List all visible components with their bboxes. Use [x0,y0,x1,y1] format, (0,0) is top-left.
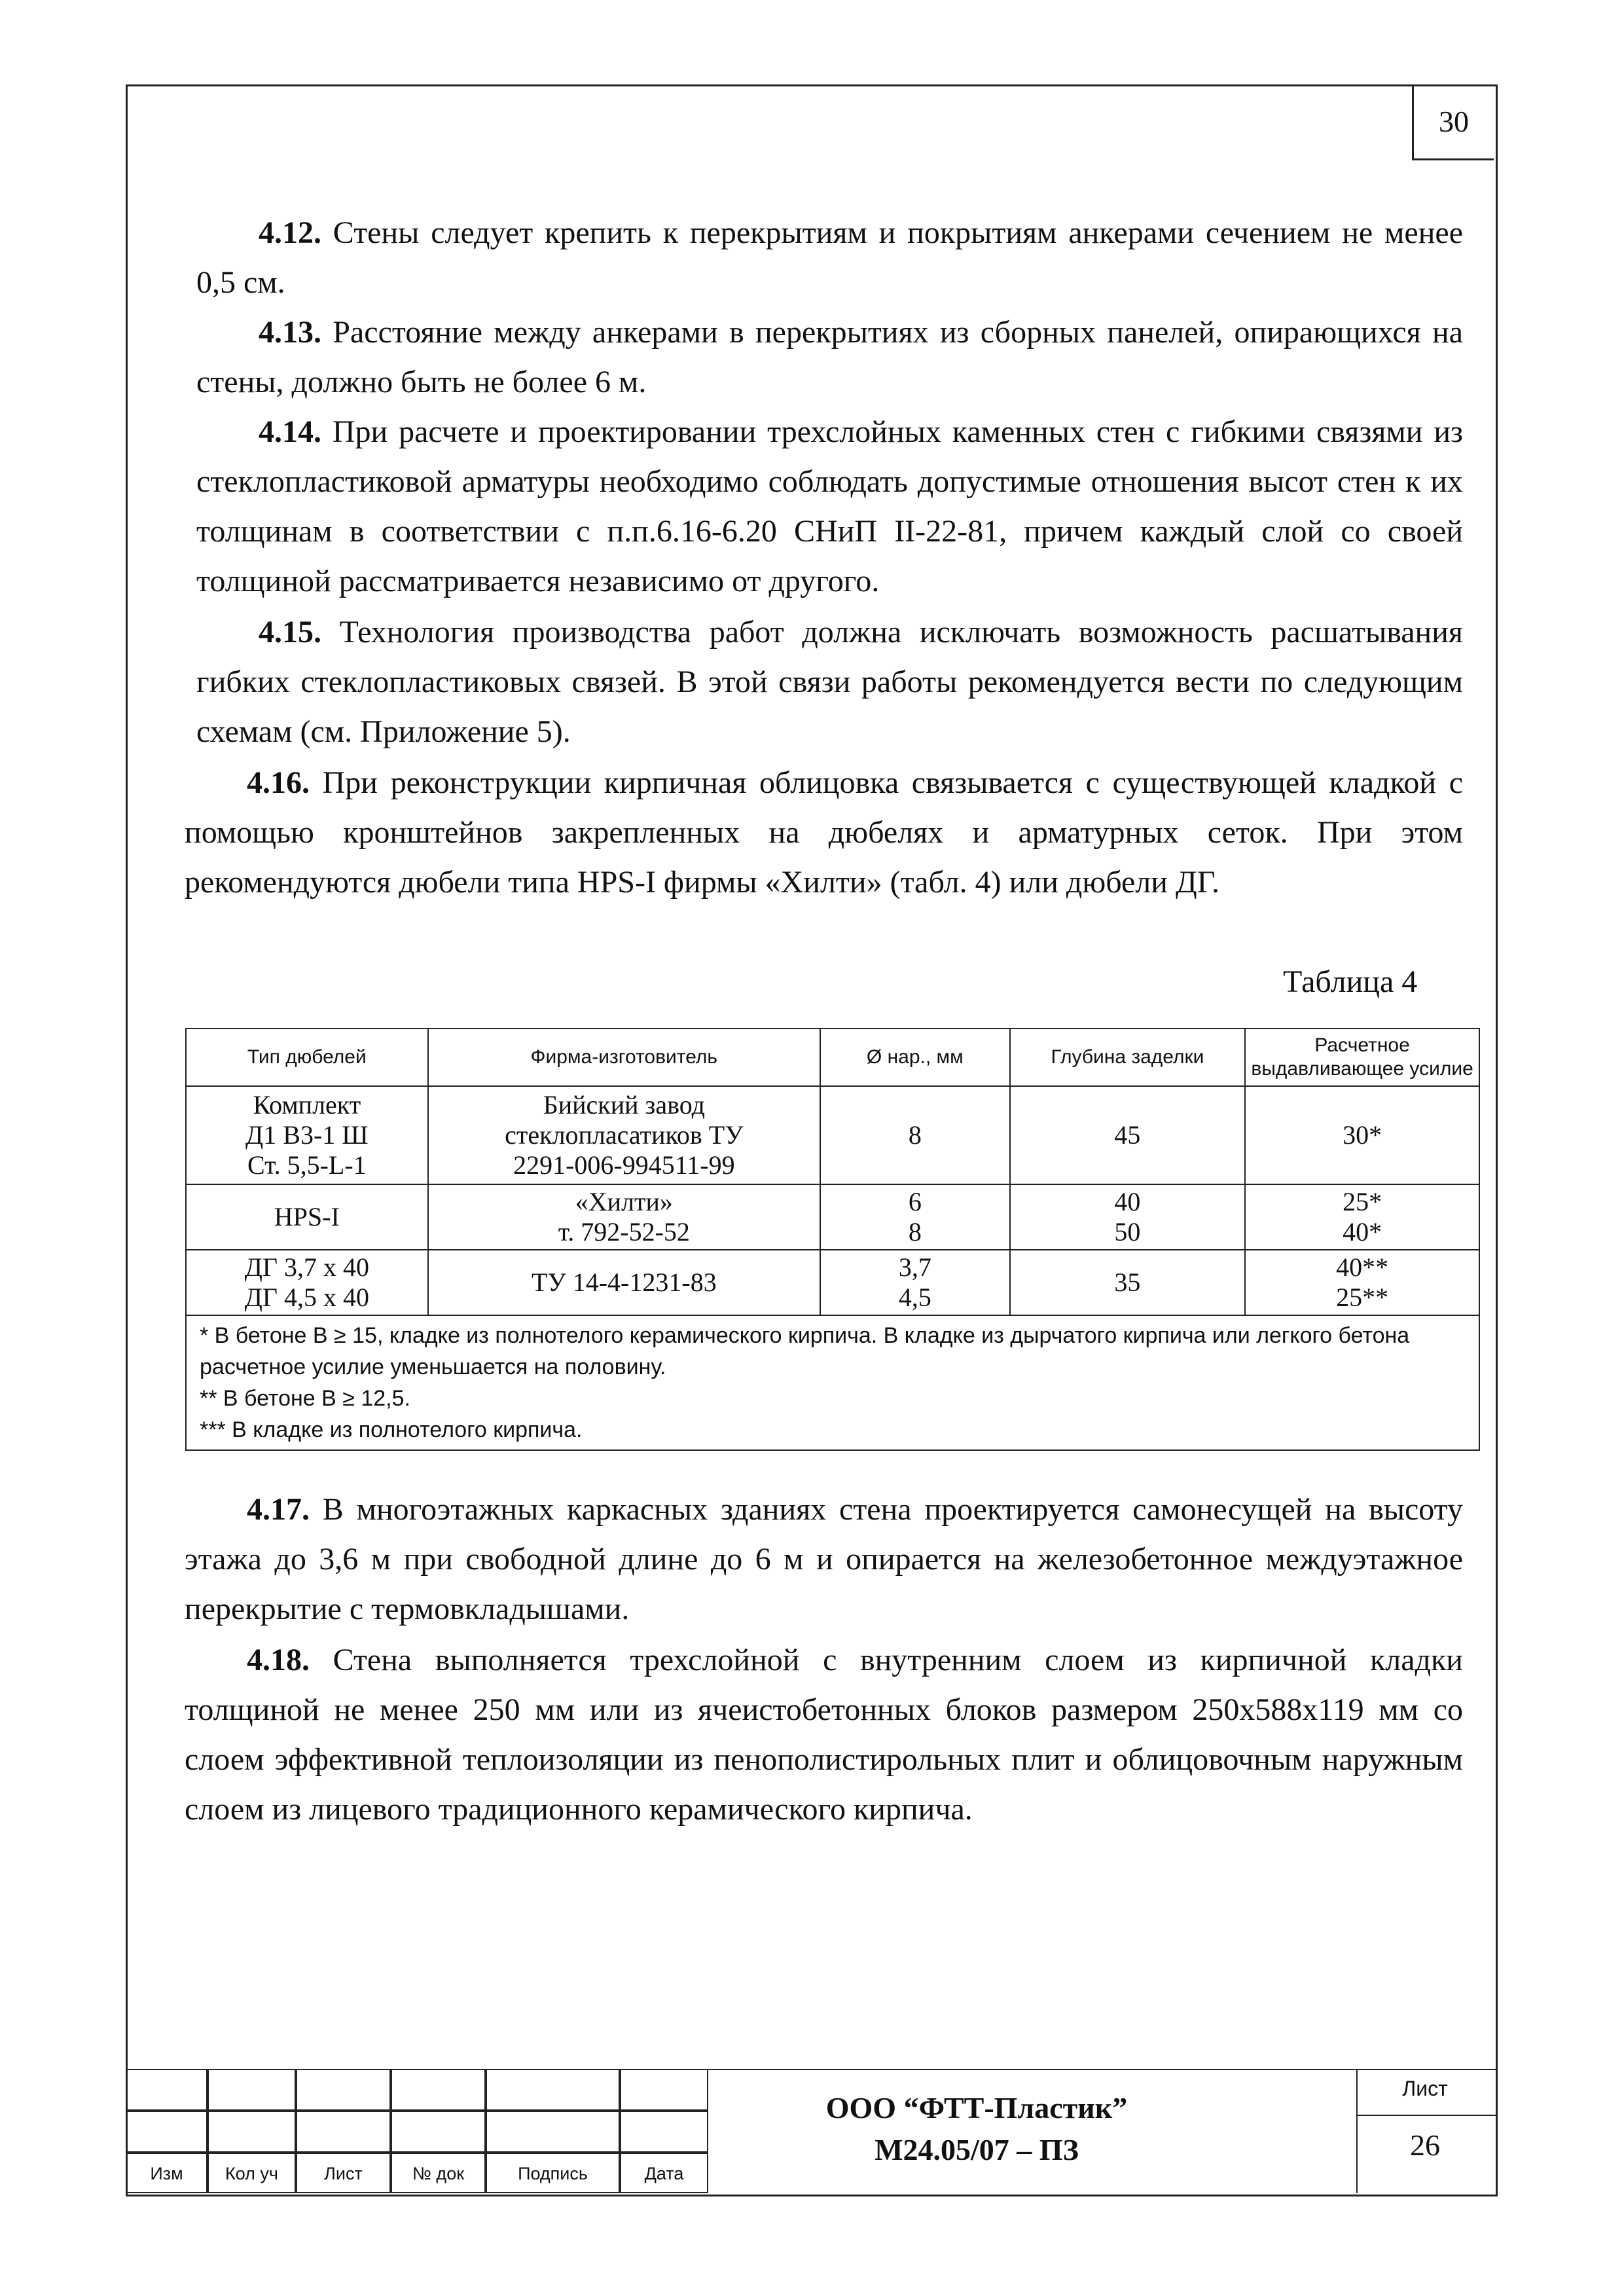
column-header: Фирма-изготовитель [428,1029,820,1086]
table-note: *** В кладке из полнотелого кирпича. [200,1417,583,1442]
paragraph-number: 4.14. [259,414,321,449]
page-number: 30 [1412,84,1494,160]
paragraph-4-14 [196,407,1463,606]
paragraph-text: В многоэтажных каркасных зданиях стена проектируется самонесущей на высоту этажа до 3,6 м при свободной длине до 6 м и опирается на железобетонное междуэтажное перекрытие с термовкладышами. [185,1492,1463,1626]
paragraph-4-12 [196,208,1463,308]
stamp-title [708,2087,1245,2171]
paragraph-number: 4.15. [259,615,321,649]
cell-type: ДГ 3,7 х 40 ДГ 4,5 х 40 [186,1250,428,1315]
stamp-label-date: Дата [644,2164,684,2183]
sheet-label: Лист [1402,2077,1448,2100]
organization-name: ООО “ФТТ-Пластик” [825,2091,1128,2124]
paragraph-number: 4.18. [247,1643,310,1677]
stamp-grid-cell [296,2069,391,2111]
sheet-number: 26 [1410,2128,1440,2162]
stamp-label-kol-uch: Кол уч [225,2164,278,2183]
paragraph-number: 4.12. [259,215,321,250]
stamp-grid-cell [620,2111,708,2153]
cell-force: 30* [1245,1086,1479,1184]
stamp-label-doc-no: № док [412,2164,465,2183]
paragraph-4-16 [185,758,1463,907]
stamp-label-signature: Подпись [518,2164,588,2183]
cell-depth: 35 [1010,1250,1246,1315]
paragraph-text: Стены следует крепить к перекрытиям и покрытиям анкерами сечением не менее 0,5 см. [196,215,1463,300]
stamp-grid-cell [296,2111,391,2153]
stamp-grid-cell [486,2069,620,2111]
table-caption: Таблица 4 [1283,964,1418,999]
table-notes-row [186,1315,1479,1450]
table-note: * В бетоне В ≥ 15, кладке из полнотелого керамического кирпича. В кладке из дырчатого кирпича или легкого бетона расчетное усилие уменьшается на половину. [200,1323,1410,1379]
paragraph-4-18 [185,1635,1463,1834]
table-row [186,1184,1479,1250]
paragraph-text: При реконструкции кирпичная облицовка связывается с существующей кладкой с помощью кронштейнов закрепленных на дюбелях и арматурных сеток. При этом рекомендуются дюбели типа HPS-I фирмы «Хилти» (табл. 4) или дюбели ДГ. [185,765,1463,900]
cell-force: 40** 25** [1245,1250,1479,1315]
stamp-label-list: Лист [324,2164,363,2183]
table-header-row [186,1029,1479,1086]
table-row [186,1086,1479,1184]
stamp-grid-cell [208,2069,296,2111]
stamp-grid-cell [391,2111,486,2153]
cell-diam: 3,7 4,5 [820,1250,1010,1315]
cell-maker: «Хилти» т. 792-52-52 [428,1184,820,1250]
paragraph-number: 4.17. [247,1492,310,1527]
stamp-grid-cell [486,2111,620,2153]
paragraph-text: При расчете и проектировании трехслойных каменных стен с гибкими связями из стеклопластиковой арматуры необходимо соблюдать допустимые отношения высот стен к их толщинам в соответствии с п.п.6.16-6.20 СНиП II-22-81, причем каждый слой со своей толщиной рассматривается независимо от другого. [196,414,1463,598]
table-row [186,1250,1479,1315]
cell-type: Комплект Д1 В3-1 Ш Ст. 5,5-L-1 [186,1086,428,1184]
cell-depth: 40 50 [1010,1184,1246,1250]
cell-type: HPS-I [186,1184,428,1250]
stamp-label-izm: Изм [150,2164,183,2183]
stamp-grid-cell [208,2111,296,2153]
paragraph-text: Технология производства работ должна исключать возможность расшатывания гибких стеклопластиковых связей. В этой связи работы рекомендуется вести по следующим схемам (см. Приложение 5). [196,615,1463,749]
paragraph-4-17 [185,1485,1463,1634]
stamp-grid-cell [391,2069,486,2111]
paragraph-text: Стена выполняется трехслойной с внутренним слоем из кирпичной кладки толщиной не менее 250 мм или из ячеистобетонных блоков размером 250х588х119 мм со слоем эффективной теплоизоляции из пенополистирольных плит и облицовочным наружным слоем из лицевого традиционного керамического кирпича. [185,1643,1463,1827]
cell-maker: Бийский завод стеклопласатиков ТУ 2291-006-994511-99 [428,1086,820,1184]
stamp-grid-cell [620,2069,708,2111]
column-header: Глубина заделки [1010,1029,1246,1086]
paragraph-number: 4.13. [259,315,321,350]
table-notes [186,1315,1479,1450]
cell-diam: 6 8 [820,1184,1010,1250]
document-code: М24.05/07 – ПЗ [875,2133,1079,2166]
cell-diam: 8 [820,1086,1010,1184]
column-header: Ø нар., мм [820,1029,1010,1086]
dowel-table [185,1028,1480,1451]
cell-maker: ТУ 14-4-1231-83 [428,1250,820,1315]
column-header: Расчетное выдавливающее усилие [1245,1029,1479,1086]
stamp-grid-cell [126,2111,208,2153]
paragraph-4-13 [196,308,1463,407]
paragraph-text: Расстояние между анкерами в перекрытиях из сборных панелей, опирающихся на стены, должно быть не более 6 м. [196,315,1463,399]
paragraph-4-15 [196,608,1463,757]
stamp-grid-cell [126,2069,208,2111]
cell-depth: 45 [1010,1086,1246,1184]
cell-force: 25* 40* [1245,1184,1479,1250]
table-note: ** В бетоне В ≥ 12,5. [200,1386,410,1411]
column-header: Тип дюбелей [186,1029,428,1086]
paragraph-number: 4.16. [247,765,310,800]
title-block [126,2069,1498,2193]
